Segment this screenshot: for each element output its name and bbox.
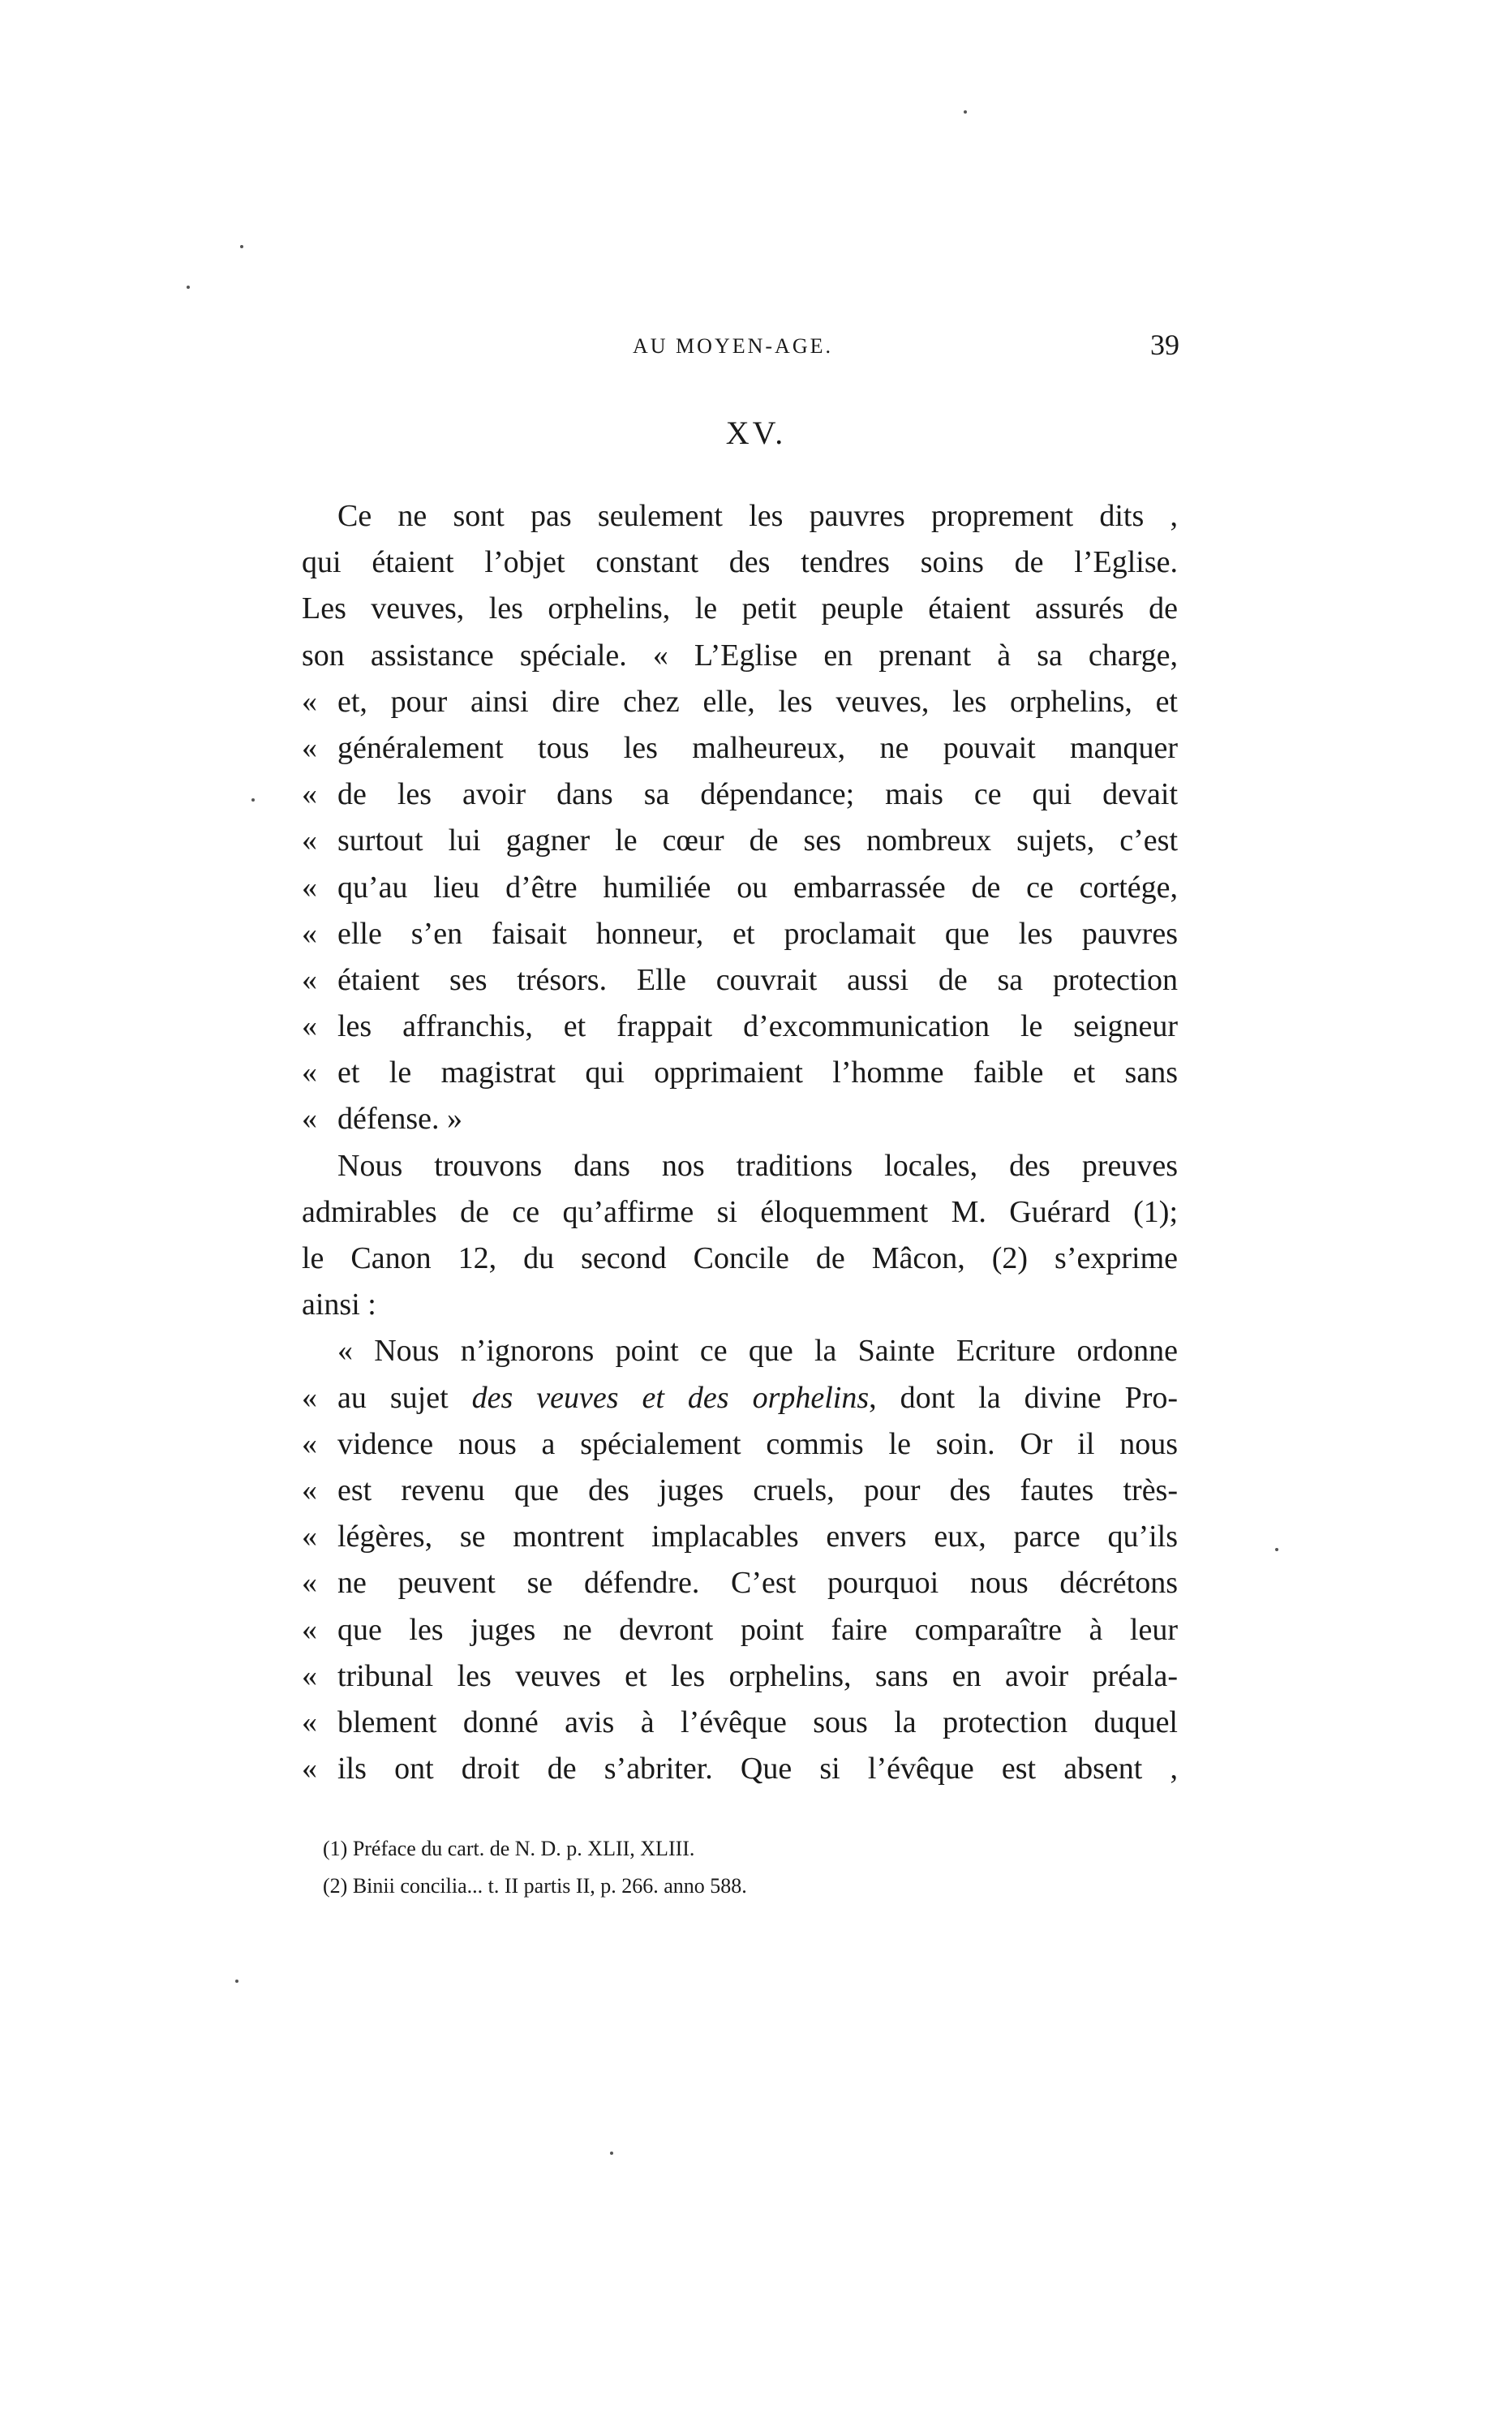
line-text: blement donné avis à l’évêque sous la protection duquel	[337, 1705, 1178, 1739]
text-line	[302, 772, 1178, 818]
footnote: (1) Préface du cart. de N. D. p. XLII, XLIII.	[323, 1837, 695, 1860]
text-line	[302, 1700, 1178, 1746]
quote-mark: «	[302, 730, 317, 765]
quote-mark: «	[302, 1472, 317, 1507]
quote-mark: «	[302, 1102, 317, 1137]
line-text: ainsi :	[302, 1288, 376, 1322]
text-line	[302, 1004, 1178, 1050]
line-text: les affranchis, et frappait d’excommunication le seigneur	[337, 1009, 1178, 1044]
quote-mark: «	[302, 1426, 317, 1461]
text-line	[302, 1282, 1178, 1328]
scan-speck	[235, 1980, 238, 1983]
scan-speck	[251, 798, 255, 802]
line-text: défense. »	[337, 1102, 463, 1137]
line-text: Ce ne sont pas seulement les pauvres proprement dits ,	[337, 499, 1178, 533]
page-number: 39	[1150, 329, 1179, 361]
text-line	[302, 1236, 1178, 1282]
line-text: qui étaient l’objet constant des tendres soins de l’Eglise.	[302, 545, 1178, 580]
text-line	[302, 725, 1178, 772]
text-line	[302, 818, 1178, 864]
quote-mark: «	[302, 1055, 317, 1090]
quote-mark: «	[302, 962, 317, 997]
text-line	[302, 911, 1178, 957]
text-line	[302, 865, 1178, 911]
text-line	[302, 1050, 1178, 1096]
quote-mark: «	[302, 1566, 317, 1601]
running-head	[0, 328, 1512, 368]
text-line	[302, 1560, 1178, 1606]
line-text: elle s’en faisait honneur, et proclamait que les pauvres	[337, 916, 1178, 951]
text-line	[302, 1607, 1178, 1653]
section-heading: XV.	[725, 415, 787, 451]
quote-mark: «	[302, 1009, 317, 1044]
scan-speck	[610, 2152, 613, 2155]
line-text: qu’au lieu d’être humiliée ou embarrassée de ce cortége,	[337, 870, 1178, 905]
text-line	[302, 493, 1178, 540]
scan-speck	[1275, 1548, 1278, 1551]
text-line	[302, 1421, 1178, 1468]
body-text	[302, 493, 1178, 1792]
line-text: vidence nous a spécialement commis le soin. Or il nous	[337, 1426, 1178, 1461]
footnotes	[323, 1830, 1134, 1905]
text-line	[302, 586, 1178, 632]
quote-mark: «	[302, 823, 317, 858]
quote-mark: «	[302, 1752, 317, 1786]
line-text: admirables de ce qu’affirme si éloquemment M. Guérard (1);	[302, 1194, 1178, 1229]
text-line	[302, 1653, 1178, 1700]
text-line	[302, 679, 1178, 725]
text-line	[302, 633, 1178, 679]
text-line	[302, 540, 1178, 586]
line-text: étaient ses trésors. Elle couvrait aussi de sa protection	[337, 962, 1178, 997]
line-text: son assistance spéciale. « L’Eglise en prenant à sa charge,	[302, 638, 1178, 673]
line-text: ils ont droit de s’abriter. Que si l’évêque est absent ,	[337, 1752, 1178, 1786]
line-text: , dont la divine Pro-	[869, 1380, 1179, 1415]
line-text: et le magistrat qui opprimaient l’homme faible et sans	[337, 1055, 1178, 1090]
quote-mark: «	[302, 870, 317, 905]
line-text: de les avoir dans sa dépendance; mais ce qui devait	[337, 777, 1178, 812]
quote-mark: «	[302, 1612, 317, 1647]
text-line	[302, 1375, 1178, 1421]
text-line	[302, 1514, 1178, 1560]
line-text: le Canon 12, du second Concile de Mâcon, (2) s’exprime	[302, 1241, 1178, 1275]
footnote: (2) Binii concilia... t. II partis II, p. 266. anno 588.	[323, 1874, 747, 1898]
line-text: « Nous n’ignorons point ce que la Sainte Ecriture ordonne	[337, 1334, 1178, 1369]
line-text: et, pour ainsi dire chez elle, les veuves, les orphelins, et	[337, 684, 1178, 719]
scan-speck	[187, 286, 190, 289]
quote-mark: «	[302, 1520, 317, 1554]
line-text: légères, se montrent implacables envers eux, parce qu’ils	[337, 1520, 1178, 1554]
line-text: ne peuvent se défendre. C’est pourquoi nous décrétons	[337, 1566, 1178, 1601]
line-text: Nous trouvons dans nos traditions locales, des preuves	[337, 1148, 1178, 1183]
text-line	[302, 1746, 1178, 1792]
running-title: AU MOYEN-AGE.	[633, 334, 833, 358]
line-text: est revenu que des juges cruels, pour des fautes très-	[337, 1472, 1178, 1507]
line-text: surtout lui gagner le cœur de ses nombreux sujets, c’est	[337, 823, 1178, 858]
text-line	[302, 1143, 1178, 1189]
scan-speck	[240, 245, 243, 248]
quote-mark: «	[302, 684, 317, 719]
line-text: tribunal les veuves et les orphelins, sans en avoir préala-	[337, 1658, 1178, 1693]
text-line	[302, 1189, 1178, 1236]
text-line	[302, 1096, 1178, 1142]
italic-text: des veuves et des orphelins	[471, 1380, 870, 1415]
scan-speck	[964, 110, 967, 114]
line-text: généralement tous les malheureux, ne pouvait manquer	[337, 730, 1178, 765]
quote-mark: «	[302, 1705, 317, 1739]
line-text: que les juges ne devront point faire comparaître à leur	[337, 1612, 1178, 1647]
quote-mark: «	[302, 916, 317, 951]
text-line	[302, 1468, 1178, 1514]
quote-mark: «	[302, 1380, 317, 1415]
text-line	[302, 1328, 1178, 1374]
line-text: Les veuves, les orphelins, le petit peuple étaient assurés de	[302, 591, 1178, 626]
quote-mark: «	[302, 777, 317, 812]
text-line	[302, 957, 1178, 1004]
quote-mark: «	[302, 1658, 317, 1693]
line-text: au sujet	[337, 1380, 472, 1415]
